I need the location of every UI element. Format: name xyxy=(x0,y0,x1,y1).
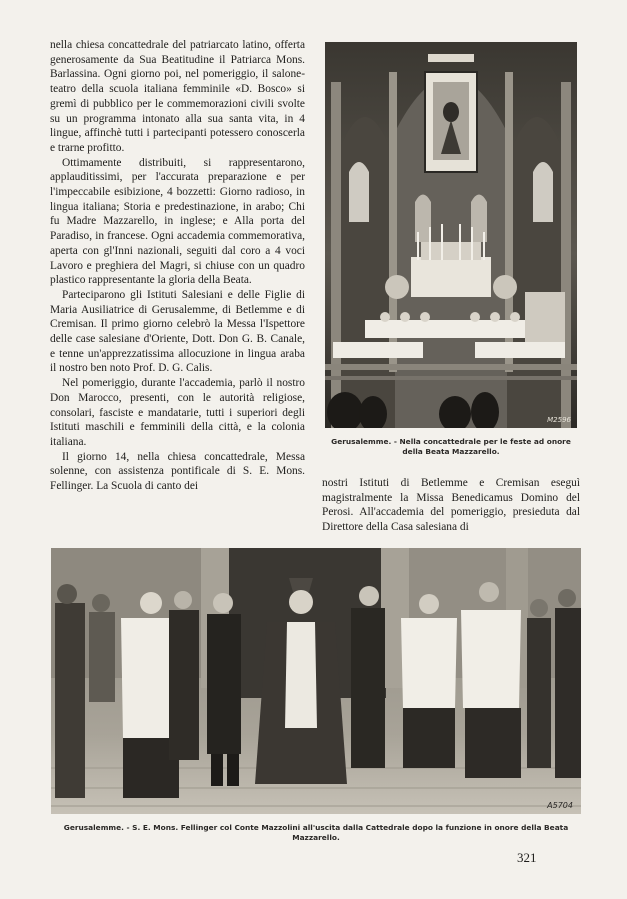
bottom-photo-caption: Gerusalemme. - S. E. Mons. Fellinger col Conte Mazzolini all'uscita dalla Cattedrale dopo la funzione in onore della Beata Mazzarello. xyxy=(63,823,569,842)
cathedral-interior-photo xyxy=(325,42,577,428)
page-number: 321 xyxy=(517,850,537,865)
paragraph-5: Il giorno 14, nella chiesa concattedrale, Messa solenne, con assistenza pontificale di S. E. Mons. Fellinger. La Scuola di canto dei xyxy=(50,450,305,493)
right-column-text xyxy=(322,476,580,535)
right-paragraph: nostri Istituti di Betlemme e Cremisan eseguì magistralmente la Missa Benedicamus Domino del Perosi. All'accademia del pomeriggio, presieduta dal Direttore della Casa salesiana di xyxy=(322,477,580,534)
top-photo-caption: Gerusalemme. - Nella concattedrale per le feste ad onore della Beata Mazzarello. xyxy=(331,437,571,456)
paragraph-3: Parteciparono gli Istituti Salesiani e delle Figlie di Maria Ausiliatrice di Gerusalemme, di Betlemme e di Cremisan. Il primo giorno celebrò la Messa l'Ispettore delle case salesiane d'Oriente, Dott. Don G. B. Canale, e tenne un'apprezzatissima allocuzione in lingua araba il nostro ben noto Prof. D. G. Calis. xyxy=(50,288,305,375)
photo-reference-mark: M2596 xyxy=(547,416,571,424)
group-photo-cathedral-exit xyxy=(51,548,581,814)
left-column-text xyxy=(50,38,305,494)
paragraph-2: Ottimamente distribuiti, si rappresentarono, applauditissimi, per l'accurata preparazione e per l'impeccabile esibizione, 4 bozzetti: Giorno radioso, in lingua italiana; Storia e predestinazione, in arabo; Chi fu Madre Mazzarello, in inglese; e Alla porta del Paradiso, in francese. Ogni accademia commemorativa, aperta con gl'Inni nazionali, seguiti dal coro a 4 voci Lavoro e preghiera del Magri, si chiuse con un quadro plastico rappresentante la gloria della Beata. xyxy=(50,156,305,287)
paragraph-4: Nel pomeriggio, durante l'accademia, parlò il nostro Don Marocco, presenti, con le autorità religiose, consolari, fasciste e mandatarie, tutti i superiori degli Istituti maschili e femminili della città, e la colonia italiana. xyxy=(50,377,305,448)
photo-reference-mark: A5704 xyxy=(547,801,573,810)
paragraph-1: nella chiesa concattedrale del patriarcato latino, offerta generosamente da Sua Beatitudine il Patriarca Mons. Barlassina. Ogni giorno poi, nel pomeriggio, il salone-teatro della scuola italiana femminile «D. Bosco» si gremì di pubblico per le commemorazioni civili svolte su un programma intonato alla sua santa vita, in 4 lingue, affinchè tutti i partecipanti potessero conoscerla e trarne profitto. xyxy=(50,39,305,154)
